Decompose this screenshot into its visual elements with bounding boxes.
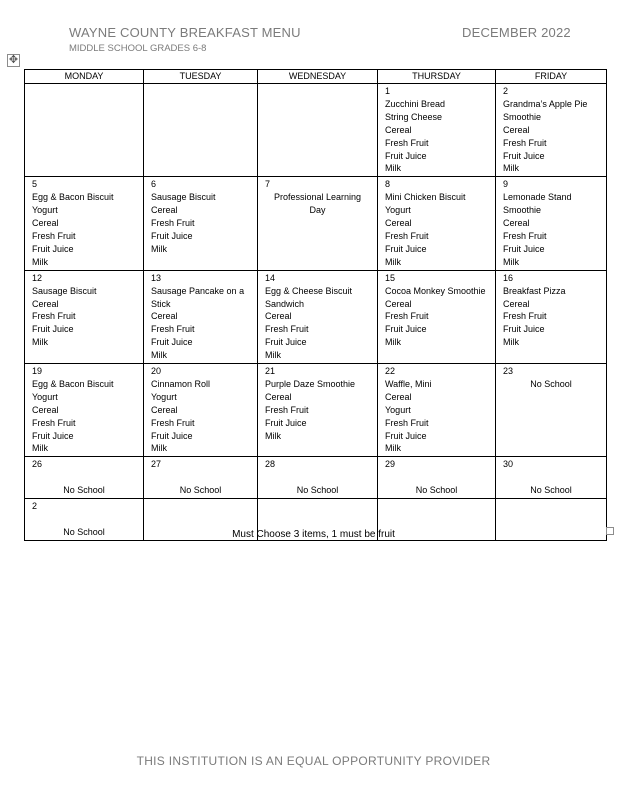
- menu-item: Milk: [151, 443, 167, 454]
- day-note: Professional Learning: [273, 192, 362, 203]
- menu-item: Fresh Fruit: [32, 230, 76, 241]
- menu-item: String Cheese: [385, 111, 443, 122]
- menu-item: Cereal: [32, 218, 59, 229]
- menu-item: Cereal: [32, 298, 59, 309]
- menu-item: Milk: [151, 350, 167, 361]
- menu-item: Stick: [151, 298, 171, 309]
- day-cell-content: [496, 84, 606, 176]
- menu-item: Milk: [503, 256, 519, 267]
- menu-item: Egg & Cheese Biscuit: [265, 285, 353, 296]
- menu-item: Cereal: [265, 311, 292, 322]
- menu-item: Lemonade Stand: [503, 192, 572, 203]
- menu-item: Mini Chicken Biscuit: [385, 192, 466, 203]
- day-number: 2: [503, 86, 509, 96]
- menu-item: Fresh Fruit: [503, 311, 547, 322]
- menu-item: Milk: [265, 350, 281, 361]
- menu-item: Fruit Juice: [385, 430, 427, 441]
- day-cell: [25, 270, 144, 363]
- day-cell: [258, 84, 378, 177]
- day-cell: [25, 457, 144, 499]
- menu-item: Waffle, Mini: [385, 378, 432, 389]
- day-cell: [144, 270, 258, 363]
- menu-item: Milk: [385, 443, 401, 454]
- day-cell-content: [258, 499, 377, 501]
- menu-item: Sandwich: [265, 298, 305, 309]
- menu-item: Milk: [32, 337, 48, 348]
- day-cell-content: [258, 177, 377, 218]
- equal-opportunity-footer: THIS INSTITUTION IS AN EQUAL OPPORTUNITY PROVIDER: [136, 754, 491, 768]
- menu-title: WAYNE COUNTY BREAKFAST MENU: [69, 25, 301, 40]
- weekday-header-row: [25, 70, 607, 84]
- menu-item: Yogurt: [151, 391, 177, 402]
- menu-item: Milk: [32, 256, 48, 267]
- menu-item: Fresh Fruit: [503, 230, 547, 241]
- day-cell: [144, 457, 258, 499]
- menu-item: Fruit Juice: [503, 243, 545, 254]
- menu-item: Cereal: [503, 218, 530, 229]
- day-header: MONDAY: [25, 70, 144, 84]
- menu-item: Milk: [503, 337, 519, 348]
- menu-item: Cereal: [385, 218, 412, 229]
- day-number: 8: [385, 179, 391, 190]
- menu-item: Fresh Fruit: [265, 324, 309, 335]
- menu-item: Grandma’s Apple Pie: [503, 98, 588, 109]
- day-cell: [378, 457, 496, 499]
- week-row: [25, 364, 607, 457]
- week-row: [25, 84, 607, 177]
- day-number: 27: [151, 459, 162, 470]
- menu-item: Yogurt: [32, 205, 58, 216]
- day-number: 20: [151, 366, 162, 377]
- day-number: 26: [32, 459, 43, 470]
- day-number: 5: [32, 179, 38, 190]
- day-cell-content: [378, 84, 495, 176]
- menu-item: Sausage Biscuit: [32, 285, 97, 296]
- menu-item: Fruit Juice: [503, 150, 545, 161]
- day-note: Day: [309, 205, 326, 216]
- menu-item: Fresh Fruit: [32, 417, 76, 428]
- menu-item: Fresh Fruit: [32, 311, 76, 322]
- menu-item: Fruit Juice: [32, 430, 74, 441]
- menu-item: Cereal: [151, 311, 178, 322]
- menu-item: Cereal: [503, 124, 530, 135]
- menu-item: Milk: [503, 163, 519, 174]
- day-cell: [496, 364, 607, 457]
- day-cell-content: [258, 84, 377, 86]
- menu-item: Cinnamon Roll: [151, 378, 211, 389]
- week-row: [25, 457, 607, 499]
- day-cell: [378, 84, 496, 177]
- day-cell: [258, 270, 378, 363]
- menu-item: Fresh Fruit: [503, 137, 547, 148]
- menu-item: Fresh Fruit: [151, 218, 195, 229]
- day-number: 2: [32, 501, 38, 512]
- day-cell: [144, 177, 258, 270]
- day-cell-content: [25, 177, 143, 269]
- day-cell-content: [258, 364, 377, 443]
- menu-item: Yogurt: [385, 205, 411, 216]
- menu-item: Fresh Fruit: [151, 324, 195, 335]
- day-cell-content: [378, 177, 495, 269]
- day-cell: [144, 84, 258, 177]
- menu-item: Breakfast Pizza: [503, 285, 566, 296]
- menu-item: Cereal: [151, 205, 178, 216]
- menu-item: Egg & Bacon Biscuit: [32, 192, 114, 203]
- day-number: 6: [151, 179, 157, 190]
- day-cell-content: [496, 364, 606, 392]
- day-cell-content: [25, 84, 143, 86]
- week-row: [25, 270, 607, 363]
- menu-item: Fresh Fruit: [385, 230, 429, 241]
- day-cell-content: [496, 271, 606, 350]
- day-number: 16: [503, 272, 514, 283]
- menu-item: Milk: [151, 243, 167, 254]
- menu-item: Zucchini Bread: [385, 98, 446, 109]
- menu-item: Smoothie: [503, 205, 542, 216]
- day-cell: [25, 364, 144, 457]
- menu-item: Fruit Juice: [503, 324, 545, 335]
- day-cell: [25, 84, 144, 177]
- day-number: 1: [385, 86, 391, 96]
- no-school-label: No School: [179, 485, 222, 496]
- day-cell: [258, 364, 378, 457]
- day-cell: [496, 457, 607, 499]
- day-header: THURSDAY: [378, 70, 496, 84]
- day-cell-content: [144, 84, 257, 86]
- menu-item: Smoothie: [503, 111, 542, 122]
- menu-item: Fresh Fruit: [385, 311, 429, 322]
- day-cell-content: [378, 499, 495, 501]
- no-school-label: No School: [63, 485, 105, 496]
- menu-item: Yogurt: [32, 391, 58, 402]
- menu-item: Cereal: [151, 404, 178, 415]
- day-header: TUESDAY: [144, 70, 258, 84]
- menu-item: Cereal: [32, 404, 59, 415]
- menu-item: Fruit Juice: [265, 337, 307, 348]
- no-school-label: No School: [63, 527, 105, 538]
- day-cell-content: [144, 457, 257, 498]
- no-school-label: No School: [530, 485, 572, 496]
- table-resize-handle[interactable]: [606, 527, 614, 535]
- day-header: FRIDAY: [496, 70, 607, 84]
- day-number: 7: [265, 179, 271, 190]
- day-cell-content: [378, 271, 495, 350]
- menu-item: Cocoa Monkey Smoothie: [385, 285, 486, 296]
- day-cell-content: [25, 457, 143, 498]
- day-cell-content: [378, 457, 495, 498]
- menu-item: Egg & Bacon Biscuit: [32, 378, 114, 389]
- menu-item: Cereal: [385, 391, 412, 402]
- day-number: 28: [265, 459, 276, 470]
- menu-item: Fruit Juice: [385, 243, 427, 254]
- day-number: 14: [265, 272, 276, 283]
- menu-item: Fresh Fruit: [385, 417, 429, 428]
- week-row: [25, 177, 607, 270]
- day-number: 22: [385, 366, 396, 377]
- menu-item: Fruit Juice: [151, 337, 193, 348]
- day-cell-content: [496, 177, 606, 269]
- menu-item: Cereal: [503, 298, 530, 309]
- menu-item: Cereal: [385, 124, 412, 135]
- day-cell: [144, 364, 258, 457]
- menu-item: Fruit Juice: [32, 243, 74, 254]
- menu-item: Milk: [385, 256, 401, 267]
- menu-date: DECEMBER 2022: [462, 25, 571, 40]
- menu-item: Fresh Fruit: [385, 137, 429, 148]
- day-cell-content: [144, 177, 257, 256]
- menu-item: Yogurt: [385, 404, 411, 415]
- day-number: 30: [503, 459, 514, 470]
- day-cell: [496, 84, 607, 177]
- day-cell-content: [25, 271, 143, 350]
- menu-item: Milk: [265, 430, 281, 441]
- day-cell-content: [496, 457, 606, 498]
- menu-item: Sausage Biscuit: [151, 192, 216, 203]
- day-cell-content: [144, 499, 257, 501]
- day-cell-content: [378, 364, 495, 456]
- menu-item: Fruit Juice: [151, 230, 193, 241]
- day-cell: [378, 177, 496, 270]
- menu-item: Cereal: [265, 391, 292, 402]
- no-school-label: No School: [415, 485, 458, 496]
- menu-subtitle: MIDDLE SCHOOL GRADES 6-8: [69, 43, 207, 54]
- day-cell-content: [144, 271, 257, 363]
- day-cell-content: [25, 364, 143, 456]
- menu-item: Fruit Juice: [265, 417, 307, 428]
- day-number: 9: [503, 179, 509, 190]
- menu-item: Milk: [385, 337, 401, 348]
- menu-item: Fruit Juice: [385, 150, 427, 161]
- menu-item: Cereal: [385, 298, 412, 309]
- day-number: 29: [385, 459, 396, 470]
- menu-item: Fresh Fruit: [265, 404, 309, 415]
- day-cell-content: [496, 499, 606, 501]
- day-cell: [496, 270, 607, 363]
- no-school-label: No School: [530, 378, 572, 389]
- menu-item: Milk: [385, 163, 401, 174]
- day-cell: [25, 177, 144, 270]
- menu-item: Fresh Fruit: [151, 417, 195, 428]
- menu-calendar-table: [24, 69, 607, 541]
- no-school-label: No School: [296, 485, 339, 496]
- menu-item: Fruit Juice: [32, 324, 74, 335]
- day-number: 23: [503, 366, 514, 377]
- day-cell: [258, 457, 378, 499]
- day-cell: [378, 364, 496, 457]
- day-number: 12: [32, 272, 43, 283]
- menu-item: Fruit Juice: [151, 430, 193, 441]
- day-cell: [378, 270, 496, 363]
- menu-item: Fruit Juice: [385, 324, 427, 335]
- day-cell-content: [258, 457, 377, 498]
- day-number: 21: [265, 366, 276, 377]
- menu-item: Purple Daze Smoothie: [265, 378, 356, 389]
- table-move-handle-icon[interactable]: ✥: [8, 54, 19, 66]
- day-header: WEDNESDAY: [258, 70, 378, 84]
- day-cell: [258, 177, 378, 270]
- menu-footnote: Must Choose 3 items, 1 must be fruit: [232, 529, 395, 540]
- day-cell: [496, 177, 607, 270]
- menu-item: Milk: [32, 443, 48, 454]
- day-cell-content: [258, 271, 377, 363]
- day-cell-content: [144, 364, 257, 456]
- day-number: 13: [151, 272, 162, 283]
- day-number: 15: [385, 272, 396, 283]
- day-number: 19: [32, 366, 43, 377]
- menu-item: Sausage Pancake on a: [151, 285, 245, 296]
